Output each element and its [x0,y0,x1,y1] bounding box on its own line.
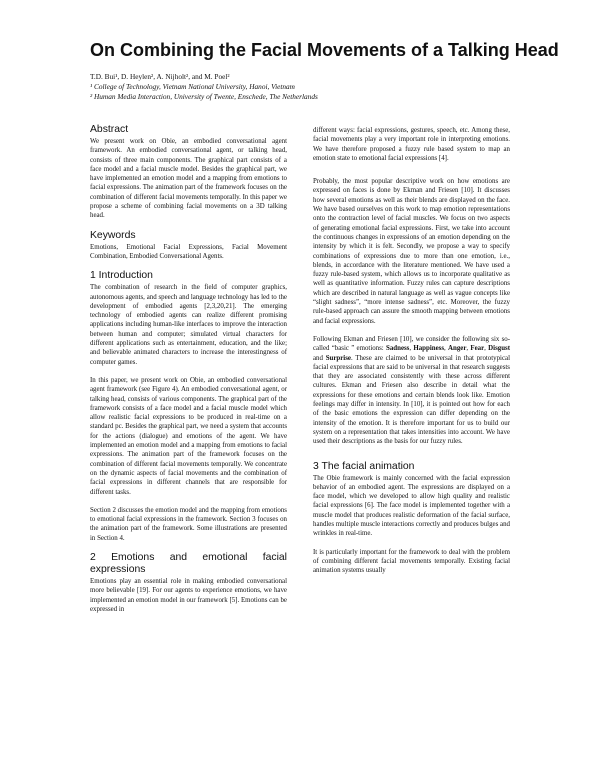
abstract-heading: Abstract [90,124,129,135]
emotion-anger: Anger [448,345,467,353]
keywords-heading: Keywords [90,229,136,241]
emotion-surprise: Surprise [325,354,351,362]
paper-title: On Combining the Facial Movements of a Talking Head [90,40,559,60]
keywords-text: Emotions, Emotional Facial Expressions, Facial Movement Combination, Embodied Conversational Agents. [90,243,287,260]
intro-paragraph-2: In this paper, we present work on Obie, an embodied conversational agent framework (see Figure 4). An embodied conversational agent, or talking head, consists of various components. The graphical part of the framework consists of a face model and a facial muscle model which allow realistic facial expressions to be produced in real-time on a standard pc. Besides the graphical part, we need a system that accounts for the actions (dialogue) and emotions of the agent. We have implemented an emotion model and a mapping from emotions to facial expressions. The animation part of the framework focuses on the combination of different facial movements temporally. We concentrate on the dynamic aspects of facial movements and the combination of facial expressions in different channels that are responsible for different tasks. [90,376,287,496]
author-block [90,72,530,101]
section-3-paragraph-2: It is particularly important for the framework to deal with the problem of combining different facial movements temporally. Existing facial animation systems usually [313,548,510,575]
intro-paragraph-1: The combination of research in the field of computer graphics, autonomous agents, and speech and language technology has led to the development of embodied agents [2,3,20,21]. The emerging technology of embodied agents can realize different promising applications including human-like interfaces to improve the interaction between human and computer; simulated virtual characters for different applications such as entertainment, education, and the like; and believable animated characters to increase the interestingness of computer games. [90,284,287,366]
emotion-fear: Fear [470,345,485,353]
emotions-rest: . These are claimed to be universal in that prototypical facial expressions that are said to be universal in that research suggests that they are associated consistently with these across different cultures. Ekman and Friesen also describe in detail what the expressions for these emotions and certain blends look like. Emotion feelings may differ in intensity. In [10], it is pointed out how for each of the basic emotions the expression can differ depending on the intensity of the emotion. It is therefore important for us to build our system on a representation that takes intensities into account. We have used their descriptions as the basis for our fuzzy rules. [313,354,510,446]
emotion-disgust: Disgust [488,345,510,353]
abstract-text: We present work on Obie, an embodied conversational agent framework. An embodied conversational agent, or talking head, consists of three main components. The graphical part consists of a face model and a facial muscle model. Besides the graphical part, we have implemented an emotion model and a mapping from emotions to facial expressions. The animation part of the framework focuses on the combination of different facial movements temporally. In this paper we propose a scheme of combining facial movements on a 3D talking head. [90,138,287,220]
section-2-heading: 2 Emotions and emotional facial expressions [90,551,287,575]
section-3-paragraph-1: The Obie framework is mainly concerned with the facial expression behavior of an embodied agent. The expressions are displayed on a face model, which we developed to allow high quality and realistic facial expressions [6]. The face model is implemented together with a muscle model that produces realistic deformation of the facial surface, handles multiple muscle interactions correctly and produces bulges and wrinkles in real-time. [313,474,510,538]
emotions-intro: Following Ekman and Friesen [10], we consider the following six so-called “basic ” emotions: [313,335,510,353]
section-1-heading: 1 Introduction [90,270,153,282]
left-column [90,124,287,614]
right-paragraph-1: different ways: facial expressions, gestures, speech, etc. Among these, facial movements play a very important role in interpreting emotions. We have therefore proposed a fuzzy rule based system to map an emotion state to emotional facial expressions [4]. [313,127,510,162]
right-column [313,126,510,575]
section-2-paragraph-1: Emotions play an essential role in making embodied conversational more believable [19]. For our agents to experience emotions, we have implemented an emotion model in our framework [5]. Emotions can be expressed in [90,577,287,613]
right-paragraph-3: Following Ekman and Friesen [10], we consider the following six so-called “basic ” emotions: Sadness, Happiness, Anger, Fear, Disgust and Surprise. These are claimed to be universal in that prototypical facial expressions that are said to be universal in that research suggests that they are associated consistently with these across different cultures. Ekman and Friesen also describe in detail what the expressions for these emotions and certain blends look like. Emotion feelings may differ in intensity. In [10], it is pointed out how for each of the basic emotions the expression can differ depending on the intensity of the emotion. It is therefore important for us to build our system on a representation that takes intensities into account. We have used their descriptions as the basis for our fuzzy rules. [313,335,510,446]
author-list: T.D. Bui¹, D. Heylen², A. Nijholt², and M. Poel² [90,72,230,81]
right-paragraph-2: Probably, the most popular descriptive work on how emotions are expressed on faces is done by Ekman and Friesen [10]. It discusses how several emotions as well as their blends are displayed on the face. We have based ourselves on this work to map emotion representations onto the contraction level of facial muscles. We focus on two aspects of generating emotional facial expressions. First, we take into account the continuous changes in expressions of an emotion depending on the intensity by which it is felt. Secondly, we propose a way to specify combinations of expressions due to more than one emotion, i.e., blends, in accordance with the literature mentioned. We have used a fuzzy rule-based system, which allows us to incorporate qualitative as well as quantitative information. Fuzzy rules can capture descriptions which are described in natural language as well as vague concepts like “slight sadness”, “more intense sadness”, etc. Moreover, the fuzzy rule-based approach can assure the smooth mapping between emotions and facial expressions. [313,178,510,325]
affiliation-2: ² Human Media Interaction, University of Twente, Enschede, The Netherlands [90,91,318,101]
emotion-happiness: Happiness [413,345,445,353]
section-3-heading: 3 The facial animation [313,460,415,472]
intro-paragraph-3: Section 2 discusses the emotion model and the mapping from emotions to emotional facial expressions in the framework. Section 3 focuses on the animation part of the framework. Some illustrations are presented in Section 4. [90,506,287,542]
affiliation-1: ¹ College of Technology, Vietnam National University, Hanoi, Vietnam [90,81,295,91]
emotion-sadness: Sadness [386,345,410,353]
